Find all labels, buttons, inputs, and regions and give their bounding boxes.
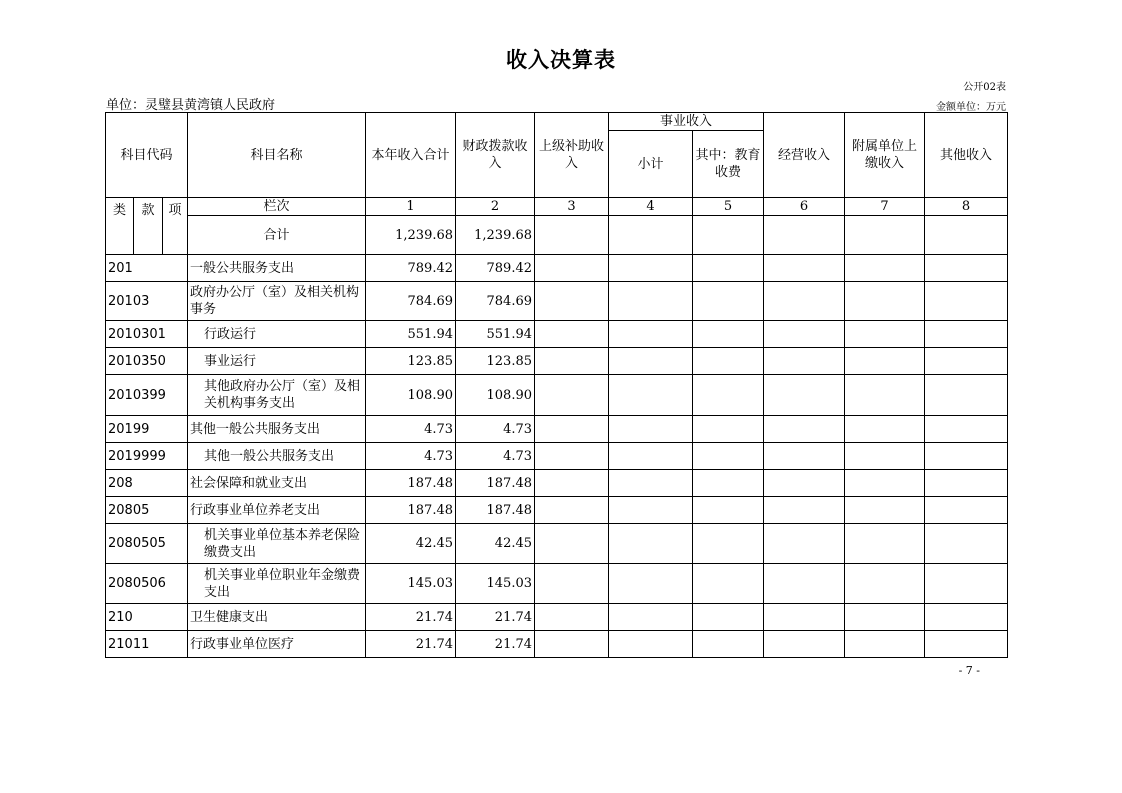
header-kuan: 款: [134, 198, 163, 254]
table-row: [106, 416, 1008, 443]
row-code: 20199: [106, 416, 188, 443]
total-amount: 1,239.68: [366, 216, 456, 255]
table-row: [106, 375, 1008, 416]
row-fiscal: 4.73: [456, 416, 535, 443]
table-row: [106, 255, 1008, 282]
row-name: 事业运行: [188, 348, 366, 375]
row-code: 2019999: [106, 443, 188, 470]
row-total: 21.74: [366, 604, 456, 631]
row-code: 210: [106, 604, 188, 631]
row-total: 108.90: [366, 375, 456, 416]
row-fiscal: 789.42: [456, 255, 535, 282]
row-total: 21.74: [366, 631, 456, 658]
row-code: 2010399: [106, 375, 188, 416]
row-code: 2010301: [106, 321, 188, 348]
table-row: [106, 564, 1008, 604]
row-name: 卫生健康支出: [188, 604, 366, 631]
row-name: 社会保障和就业支出: [188, 470, 366, 497]
table-row: [106, 631, 1008, 658]
row-fiscal: 784.69: [456, 282, 535, 321]
row-name: 政府办公厅（室）及相关机构事务: [188, 282, 366, 321]
form-number: 公开02表: [963, 82, 1006, 93]
page-title: 收入决算表: [506, 48, 616, 72]
col-num-2: 2: [456, 198, 535, 216]
col-num-5: 5: [693, 198, 764, 216]
row-name: 其他一般公共服务支出: [188, 416, 366, 443]
row-total: 789.42: [366, 255, 456, 282]
row-total: 4.73: [366, 416, 456, 443]
total-label: 合计: [188, 216, 366, 255]
table-row: [106, 443, 1008, 470]
table-row: [106, 604, 1008, 631]
row-fiscal: 145.03: [456, 564, 535, 604]
row-code: 201: [106, 255, 188, 282]
header-affiliated: 附属单位上缴收入: [845, 113, 925, 198]
row-fiscal: 551.94: [456, 321, 535, 348]
amount-unit: 金额单位：万元: [936, 102, 1006, 113]
header-fiscal: 财政拨款收入: [456, 113, 535, 198]
col-num-3: 3: [535, 198, 609, 216]
col-num-4: 4: [609, 198, 693, 216]
header-operating: 经营收入: [764, 113, 845, 198]
header-lei: 类: [106, 198, 134, 254]
total-fiscal: 1,239.68: [456, 216, 535, 255]
row-fiscal: 123.85: [456, 348, 535, 375]
header-other: 其他收入: [925, 113, 1008, 198]
row-fiscal: 187.48: [456, 497, 535, 524]
page-number: - 7 -: [958, 664, 980, 677]
col-num-7: 7: [845, 198, 925, 216]
table-row: [106, 282, 1008, 321]
col-num-1: 1: [366, 198, 456, 216]
row-total: 187.48: [366, 470, 456, 497]
row-name: 一般公共服务支出: [188, 255, 366, 282]
row-fiscal: 108.90: [456, 375, 535, 416]
row-code: 208: [106, 470, 188, 497]
table-row: [106, 321, 1008, 348]
row-total: 42.45: [366, 524, 456, 564]
row-total: 123.85: [366, 348, 456, 375]
row-code: 2010350: [106, 348, 188, 375]
table-row: [106, 497, 1008, 524]
col-num-6: 6: [764, 198, 845, 216]
row-code: 20103: [106, 282, 188, 321]
row-fiscal: 187.48: [456, 470, 535, 497]
row-code: 20805: [106, 497, 188, 524]
header-education: 其中：教育收费: [693, 131, 764, 198]
income-table: [105, 112, 1008, 658]
row-name: 行政事业单位养老支出: [188, 497, 366, 524]
header-superior: 上级补助收入: [535, 113, 609, 198]
row-fiscal: 4.73: [456, 443, 535, 470]
row-total: 784.69: [366, 282, 456, 321]
row-total: 187.48: [366, 497, 456, 524]
row-code: 2080505: [106, 524, 188, 564]
header-name: 科目名称: [188, 113, 366, 198]
row-fiscal: 42.45: [456, 524, 535, 564]
row-name: 行政运行: [188, 321, 366, 348]
table-row: [106, 348, 1008, 375]
row-code: 2080506: [106, 564, 188, 604]
total-row: [106, 216, 1008, 255]
row-fiscal: 21.74: [456, 631, 535, 658]
header-total: 本年收入合计: [366, 113, 456, 198]
header-code: 科目代码: [106, 113, 188, 198]
header-subtotal: 小计: [609, 131, 693, 198]
table-row: [106, 470, 1008, 497]
row-total: 145.03: [366, 564, 456, 604]
row-name: 其他一般公共服务支出: [188, 443, 366, 470]
header-row-1: [106, 113, 1008, 131]
row-fiscal: 21.74: [456, 604, 535, 631]
header-xiang: 项: [168, 203, 182, 218]
reporting-unit: 单位：灵璧县黄湾镇人民政府: [106, 98, 276, 113]
row-name: 机关事业单位基本养老保险缴费支出: [188, 524, 366, 564]
row-total: 551.94: [366, 321, 456, 348]
header-business-group: 事业收入: [609, 113, 764, 131]
row-code: 21011: [106, 631, 188, 658]
lanci-label: 栏次: [188, 198, 366, 216]
table-row: [106, 524, 1008, 564]
column-number-row: [106, 198, 1008, 216]
col-num-8: 8: [925, 198, 1008, 216]
lei-kuan-xiang-cell: [106, 198, 188, 255]
row-name: 其他政府办公厅（室）及相关机构事务支出: [188, 375, 366, 416]
row-total: 4.73: [366, 443, 456, 470]
row-name: 行政事业单位医疗: [188, 631, 366, 658]
row-name: 机关事业单位职业年金缴费支出: [188, 564, 366, 604]
